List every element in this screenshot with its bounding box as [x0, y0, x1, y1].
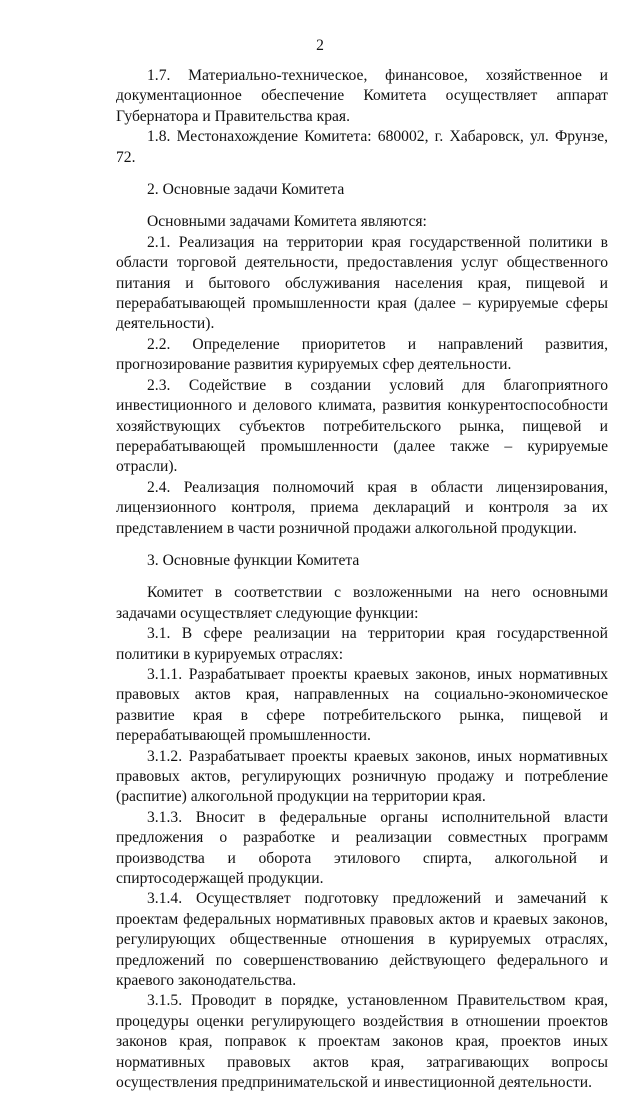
paragraph: 1.7. Материально-техническое, финансовое, хозяйственное и документационное обеспечение Комитета осуществляет аппарат Губернатора и Правительства края.	[116, 67, 608, 125]
paragraph: 3.1.5. Проводит в порядке, установленном Правительством края, процедуры оценки регулирующего воздействия в отношении проектов законов края, поправок к проектам законов края, проектов иных нормативных правовых актов края, затрагивающих вопросы осуществления предпринимательской и инвестиционной деятельности.	[116, 992, 608, 1092]
paragraph: 2.1. Реализация на территории края государственной политики в области торговой деятельности, предоставления услуг общественного питания и бытового обслуживания населения края, пищевой и перерабатывающей промышленности края (далее – курируемые сферы деятельности).	[116, 233, 608, 333]
paragraph-gap	[116, 168, 608, 180]
paragraph: 3.1.3. Вносит в федеральные органы исполнительной власти предложения о разработке и реализации совместных программ производства и оборота этилового спирта, алкогольной и спиртосодержащей продукции.	[116, 808, 608, 888]
paragraph-gap	[116, 539, 608, 551]
paragraph: 2.3. Содействие в создании условий для благоприятного инвестиционного и делового климата, развития конкурентоспособности хозяйствующих субъектов потребительского рынка, пищевой и перерабатывающей промышленности (далее также – курируемые отрасли).	[116, 376, 608, 476]
document-body	[116, 66, 608, 1094]
paragraph-gap	[116, 200, 608, 212]
page-number: 2	[316, 37, 324, 54]
paragraph-gap	[116, 571, 608, 583]
paragraph: 3.1.2. Разрабатывает проекты краевых законов, иных нормативных правовых актов, регулирующих розничную продажу и потребление (распитие) алкогольной продукции на территории края.	[116, 747, 608, 806]
paragraph: 3.1. В сфере реализации на территории края государственной политики в курируемых отраслях:	[116, 625, 608, 663]
paragraph: 1.8. Местонахождение Комитета: 680002, г. Хабаровск, ул. Фрунзе, 72.	[116, 128, 608, 166]
paragraph: 3.1.4. Осуществляет подготовку предложений и замечаний к проектам федеральных нормативных правовых актов и краевых законов, регулирующих общественные отношения в курируемых отраслях, предложений по совершенствованию действующего федерального и краевого законодательства.	[116, 890, 608, 990]
paragraph: 3.1.1. Разрабатывает проекты краевых законов, иных нормативных правовых актов края, направленных на социально-экономическое развитие края в сфере потребительского рынка, пищевой и перерабатывающей промышленности.	[116, 665, 608, 745]
paragraph: Основными задачами Комитета являются:	[147, 213, 427, 231]
paragraph: 2.2. Определение приоритетов и направлений развития, прогнозирование развития курируемых сфер деятельности.	[116, 335, 608, 374]
paragraph: 2.4. Реализация полномочий края в области лицензирования, лицензионного контроля, приема деклараций и контроля за их представлением в части розничной продажи алкогольной продукции.	[116, 478, 608, 537]
section-heading: 2. Основные задачи Комитета	[147, 181, 345, 199]
paragraph: Комитет в соответствии с возложенными на него основными задачами осуществляет следующие функции:	[116, 584, 608, 622]
section-heading: 3. Основные функции Комитета	[147, 551, 360, 569]
